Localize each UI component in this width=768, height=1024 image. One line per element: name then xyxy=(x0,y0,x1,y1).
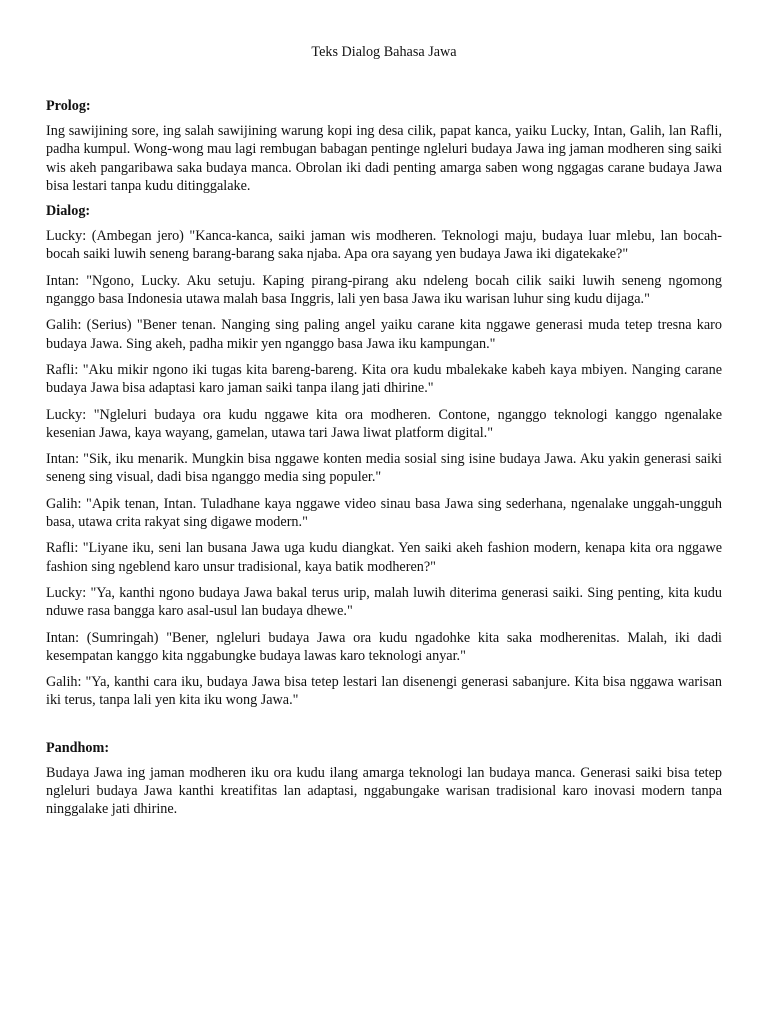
dialog-line: Rafli: "Aku mikir ngono iki tugas kita bareng-bareng. Kita ora kudu mbalekake kabeh kaya mbiyen. Nanging carane budaya Jawa bisa adaptasi karo jaman saiki tanpa ilang jati dhirine." xyxy=(46,361,722,397)
dialog-line: Intan: "Ngono, Lucky. Aku setuju. Kaping pirang-pirang aku ndeleng bocah cilik saiki luwih seneng ngomong nganggo basa Indonesia utawa malah basa Inggris, lali yen basa Jawa iku warisan luhur sing kudu dijaga." xyxy=(46,272,722,308)
dialog-line: Galih: "Apik tenan, Intan. Tuladhane kaya nggawe video sinau basa Jawa sing sederhana, ngenalake unggah-ungguh basa, utawa crita rakyat sing digawe modern." xyxy=(46,495,722,531)
prolog-heading: Prolog: xyxy=(46,98,91,114)
document-body xyxy=(46,96,722,819)
dialog-line: Rafli: "Liyane iku, seni lan busana Jawa uga kudu diangkat. Yen saiki akeh fashion modern, kenapa kita ora nggawe fashion sing ngeblend karo unsur tradisional, kaya batik modheren?" xyxy=(46,540,722,575)
document-title: Teks Dialog Bahasa Jawa xyxy=(311,44,457,60)
prolog-paragraph: Ing sawijining sore, ing salah sawijining warung kopi ing desa cilik, papat kanca, yaiku Lucky, Intan, Galih, lan Rafli, padha kumpul. Wong-wong mau lagi rembugan babagan pentinge ngleluri budaya Jawa ing jaman modheren sing saiki wis akeh pangaribawa saka budaya manca. Obrolan iki dadi penting amarga saben wong nggagas carane budaya Jawa bisa lestari tanpa kudu ditinggalake. xyxy=(46,123,722,194)
dialog-line: Lucky: (Ambegan jero) "Kanca-kanca, saiki jaman wis modheren. Teknologi maju, budaya luar mlebu, lan bocah-bocah saiki luwih seneng barang-barang saka njaba. Apa ora sayang yen budaya Jawa iki digatekake?" xyxy=(46,228,722,263)
dialog-line: Lucky: "Ngleluri budaya ora kudu nggawe kita ora modheren. Contone, nganggo teknologi kanggo ngenalake kesenian Jawa, kaya wayang, gamelan, utawa tari Jawa liwat platform digital." xyxy=(46,406,722,441)
dialog-heading: Dialog: xyxy=(46,203,91,220)
pandhom-heading: Pandhom: xyxy=(46,739,110,756)
dialog-line: Intan: "Sik, iku menarik. Mungkin bisa nggawe konten media sosial sing isine budaya Jawa. Aku yakin generasi saiki seneng sing visual, dadi bisa nganggo media sing populer." xyxy=(46,451,722,486)
dialog-line: Galih: (Serius) "Bener tenan. Nanging sing paling angel yaiku carane kita nggawe generasi muda tetep tresna karo budaya Jawa. Sing akeh, padha mikir yen nganggo basa Jawa iku kampungan." xyxy=(46,317,722,352)
pandhom-paragraph: Budaya Jawa ing jaman modheren iku ora kudu ilang amarga teknologi lan budaya manca. Generasi saiki bisa tetep ngleluri budaya Jawa kanthi kreatifitas lan adaptasi, nggabungake warisan tradisional karo inovasi modern tanpa ninggalake jati dhirine. xyxy=(46,764,722,818)
dialog-line: Lucky: "Ya, kanthi ngono budaya Jawa bakal terus urip, malah luwih diterima generasi saiki. Sing penting, kita kudu nduwe rasa bangga karo asal-usul lan budaya dhewe." xyxy=(46,584,722,620)
dialog-line: Intan: (Sumringah) "Bener, ngleluri budaya Jawa ora kudu ngadohke kita saka modherenitas. Malah, iki dadi kesempatan kanggo kita nggabungke budaya lawas karo teknologi anyar." xyxy=(46,629,722,664)
dialog-line: Galih: "Ya, kanthi cara iku, budaya Jawa bisa tetep lestari lan disenengi generasi sabanjure. Kita bisa nggawa warisan iki terus, tanpa lali yen kita iku wong Jawa." xyxy=(46,674,722,709)
